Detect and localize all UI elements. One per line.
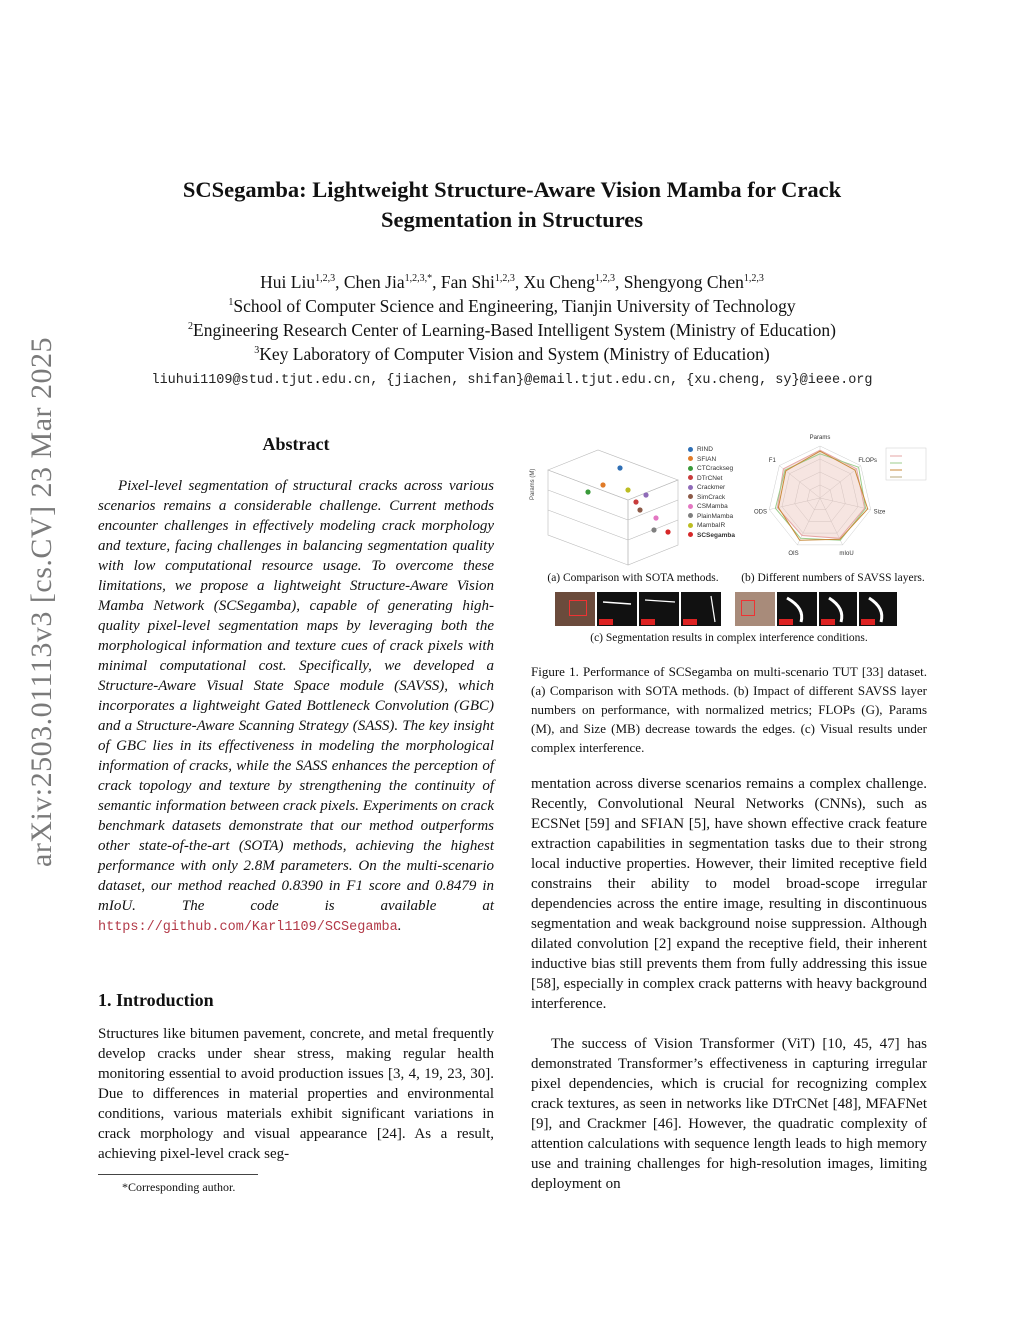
radar-axis-label: OIS (788, 551, 799, 557)
legend-marker (688, 513, 693, 518)
legend-item (688, 446, 713, 453)
legend-label: SCSegamba (697, 531, 735, 539)
author-sup: 1,2,3 (494, 273, 515, 285)
legend-label: CTCrackseg (697, 465, 734, 472)
subcaption-c: (c) Segmentation results in complex interference conditions. (590, 632, 868, 644)
author-name: Xu Cheng (523, 272, 596, 292)
affiliation-text: Engineering Research Center of Learning-Based Intelligent System (Ministry of Education) (193, 320, 836, 340)
scatter-point (633, 499, 638, 504)
legend-marker (688, 523, 693, 528)
legend-marker (688, 532, 693, 537)
legend-marker (688, 504, 693, 509)
intro-paragraph: Structures like bitumen pavement, concrete, and metal frequently develop cracks under shear stress, making regular health monitoring essential to avoid production issues [3, 4, 19, 23, 30]. Due to differences in material properties and environmental conditions, various materials exhibit significant variations in crack morphology and visual appearance [24]. As a result, achieving pixel-level crack seg- (98, 1026, 494, 1162)
scatter-point (665, 529, 670, 534)
radar-legend-box (886, 448, 926, 480)
plot-right-plane (628, 480, 678, 565)
author-name: Hui Liu (260, 272, 316, 292)
legend-item (688, 465, 733, 472)
legend-marker (688, 475, 693, 480)
scatter-point (625, 487, 630, 492)
radar-series (777, 450, 864, 538)
svg-text:Params (M): Params (M) (530, 468, 536, 500)
legend-label: SimCrack (697, 493, 726, 501)
radar-chart (753, 435, 928, 566)
title-line-2: Segmentation in Structures (380, 207, 644, 232)
legend-item (688, 456, 716, 463)
arxiv-stamp: arXiv:2503.01113v3 [cs.CV] 23 Mar 2025 (25, 336, 58, 867)
abstract-text: Pixel-level segmentation of structural cracks across various scenarios remains a considerable challenge. Current methods encounter challenges in effectively modeling crack morphology and texture, facing challenges in balancing segmentation quality with low computational resource usage. To overcome these limitations, we propose a lightweight Structure-Aware Vision Mamba Network (SCSegamba), capable of generating high-quality pixel-level segmentation maps by leveraging both the morphological information and texture cues of crack pixels with minimal computational cost. Specifically, we developed a Structure-Aware Visual State Space module (SAVSS), which incorporates a lightweight Gated Bottleneck Convolution (GBC) and a Structure-Aware Scanning Strategy (SASS). The key insight of GBC lies in its effectiveness in modeling the morphological information of cracks, while the SASS enhances the perception of crack topology and texture by strengthening the continuity of semantic information between crack pixels. Experiments on crack benchmark datasets demonstrate that our method outperforms other state-of-the-art (SOTA) methods, achieving the highest performance with only 2.8M parameters. On the multi-scenario dataset, our method reached 0.8390 in F1 score and 0.8479 in mIoU. The code is available at (98, 478, 494, 914)
affiliation-sup: 2 (188, 321, 194, 333)
footnote: *Corresponding author. (122, 1180, 236, 1194)
legend-marker (688, 447, 693, 452)
legend-item (688, 484, 725, 491)
legend-label: CSMamba (697, 503, 728, 510)
legend-label: DTrCNet (697, 474, 723, 482)
seg-result-thumb (639, 592, 679, 626)
legend-item (688, 503, 728, 510)
scatter-point (585, 489, 590, 494)
legend-item (688, 522, 725, 529)
scatter-point (643, 492, 648, 497)
author-list: Hui Liu$^{1,2,3}$, Chen Jia$^{1,2,3,*}$, Fan Shi$^{1,2,3}$, Xu Cheng$^{1,2,3}$, Shengyong Chen$^{1,2,3}$ (260, 272, 764, 292)
legend-item (688, 513, 733, 520)
radar-axis-label: Size (873, 509, 886, 516)
abstract-body: Pixel-level segmentation of structural cracks across various scenarios remains a considerable challenge. Current methods encounter challenges in effectively modeling crack morphology and texture, facing challenges in balancing segmentation quality with low computational resource usage. To overcome these limitations, we propose a lightweight Structure-Aware Vision Mamba Network (SCSegamba), capable of generating high-quality pixel-level segmentation maps by leveraging both the morphological information and texture cues of crack pixels with minimal computational cost. Specifically, we developed a Structure-Aware Visual State Space module (SAVSS), which incorporates a lightweight Gated Bottleneck Convolution (GBC) and a Structure-Aware Scanning Strategy (SASS). The key insight of GBC lies in its effectiveness in modeling the morphological information of cracks, while the SASS enhances the perception of crack topology and texture by strengthening the continuity of semantic information between crack pixels. Experiments on crack benchmark datasets demonstrate that our method outperforms other state-of-the-art (SOTA) methods, achieving the highest performance with only 2.8M parameters. On the multi-scenario dataset, our method reached 0.8390 in F1 score and 0.8479 in mIoU. The code is available at https://github.com/Karl1109/SCSegamba. (98, 478, 494, 935)
input-image-thumb-1 (555, 592, 595, 626)
legend-item (688, 532, 735, 539)
author-sup: 1,2,3 (315, 273, 336, 285)
plot-left-plane (548, 470, 628, 565)
scatter-point (651, 527, 656, 532)
abstract-heading: Abstract (262, 434, 330, 454)
radar-axis-label: FLOPs (858, 458, 878, 464)
affiliation-2 (0, 318, 1024, 342)
legend-marker (688, 456, 693, 461)
scatter-point (653, 515, 658, 520)
author-name: Chen Jia (343, 272, 405, 292)
affiliation-sup: 3 (254, 345, 260, 357)
code-link[interactable]: https://github.com/Karl1109/SCSegamba (98, 920, 398, 935)
legend-marker (688, 466, 693, 471)
legend-label: Crackmer (697, 484, 726, 491)
legend-item (688, 475, 722, 482)
affiliation-1 (0, 294, 1024, 318)
paper-title (0, 175, 1024, 235)
scatter-3d-plot (528, 440, 688, 570)
right-column-paragraph-1: mentation across diverse scenarios remains a complex challenge. Recently, Convolutional Neural Networks (CNNs), such as ECSNet [59] and SFIAN [5], have shown effective crack feature extraction capabilities in segmentation tasks due to their strong local inductive properties. However, their limited receptive field constrains their ability to model broad-scope irregular dependencies across the entire image, resulting in discontinuous segmentation and weak background noise suppression. Although dilated convolution [2] expand the receptive field, their inherent inductive bias still prevents them from fully addressing this issue [58], especially in complex crack patterns with heavy background interference. (531, 776, 927, 1012)
affiliation-3 (0, 342, 1024, 366)
seg-result-thumb (777, 592, 817, 626)
subcaption-b: (b) Different numbers of SAVSS layers. (741, 572, 925, 584)
seg-result-thumb (597, 592, 637, 626)
seg-result-thumb (859, 592, 897, 626)
legend-label: SFIAN (697, 455, 717, 463)
radar-axis-label: ODS (753, 509, 768, 516)
legend-marker (688, 485, 693, 490)
scatter-legend (688, 446, 750, 546)
legend-item (688, 494, 725, 501)
scatter-point (600, 482, 605, 487)
legend-marker (688, 494, 693, 499)
legend-label: MambaIR (697, 522, 726, 529)
footnote-rule (98, 1174, 258, 1175)
affiliation-sup: 1 (228, 297, 234, 309)
seg-result-thumb (819, 592, 857, 626)
seg-result-thumb (681, 592, 721, 626)
input-image-thumb-2 (735, 592, 775, 626)
author-emails: liuhui1109@stud.tjut.edu.cn, {jiachen, shifan}@email.tjut.edu.cn, {xu.cheng, sy}@ieee.org (151, 373, 873, 388)
figure-caption: Figure 1. Performance of SCSegamba on multi-scenario TUT [33] dataset. (a) Comparison with SOTA methods. (b) Impact of different SAVSS layer numbers on performance, with normalized metrics; FLOPs (G), Params (M), and Size (MB) decrease towards the edges. (c) Visual results under complex interference. (531, 664, 927, 755)
author-name: Fan Shi (440, 272, 495, 292)
scatter-point (637, 507, 642, 512)
legend-label: PlainMamba (697, 512, 734, 520)
subcaption-a: (a) Comparison with SOTA methods. (547, 572, 719, 584)
legend-label: RIND (697, 446, 713, 453)
author-sup: 1,2,3,* (404, 273, 433, 285)
radar-axis-label: Params (809, 435, 831, 441)
affiliation-text: Key Laboratory of Computer Vision and System (Ministry of Education) (259, 344, 770, 364)
scatter-point (617, 465, 622, 470)
radar-axis-label: mIoU (839, 551, 854, 557)
author-sup: 1,2,3 (595, 273, 616, 285)
affiliation-text: School of Computer Science and Engineering, Tianjin University of Technology (233, 296, 796, 316)
intro-heading: 1. Introduction (98, 990, 214, 1010)
title-line-1: SCSegamba: Lightweight Structure-Aware Vision Mamba for Crack (182, 177, 842, 202)
radar-axis-label: F1 (768, 458, 776, 464)
author-sup: 1,2,3 (743, 273, 764, 285)
plot-back-plane (548, 450, 678, 500)
author-name: Shengyong Chen (623, 272, 744, 292)
right-column-paragraph-2: The success of Vision Transformer (ViT) [10, 45, 47] has demonstrated Transformer’s effectiveness in capturing irregular pixel dependencies, which is crucial for recognizing complex crack textures, as seen in networks like DTrCNet [48], MFAFNet [9], and Crackmer [46]. However, the quadratic complexity of attention calculations with sequence length leads to high memory use and training challenges for high-resolution images, limiting deployment on (531, 1036, 927, 1192)
